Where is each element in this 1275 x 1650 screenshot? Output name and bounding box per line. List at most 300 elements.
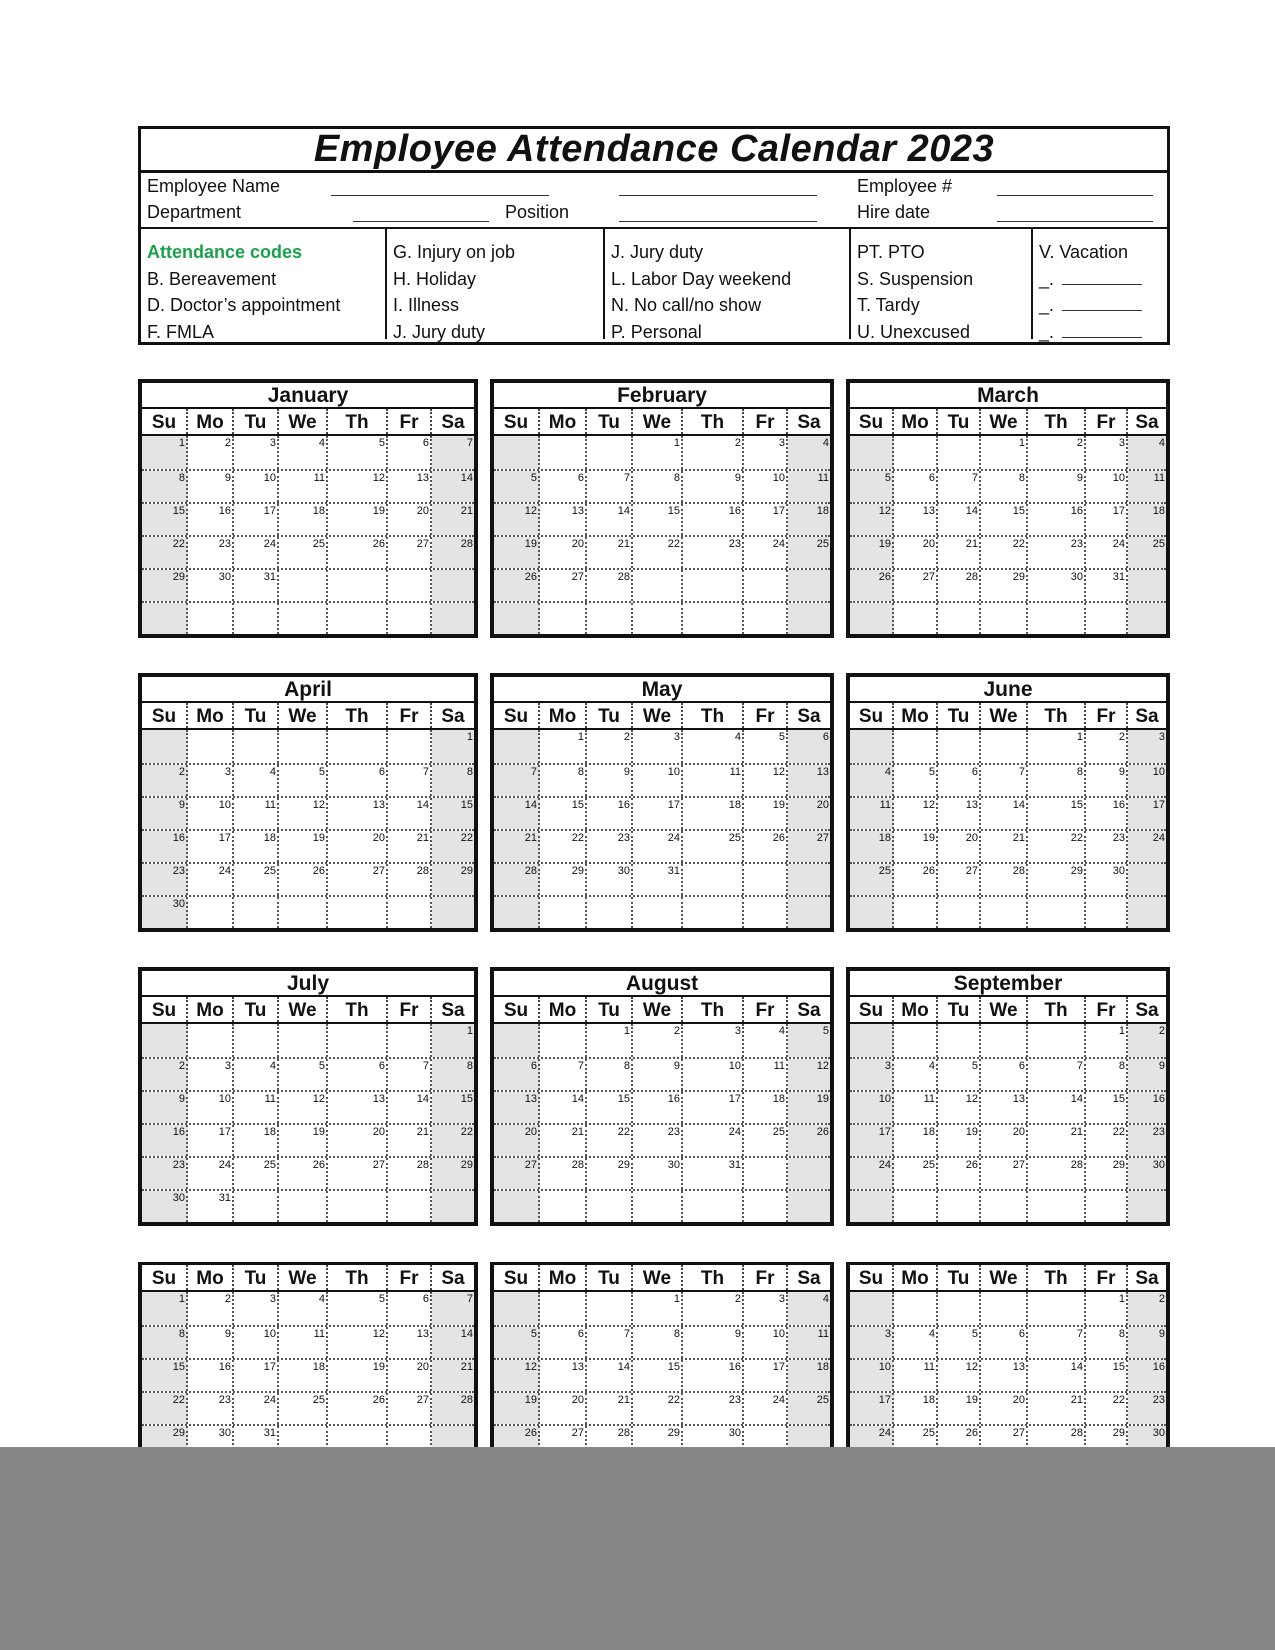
day-cell[interactable]: 26 [938,1158,981,1189]
day-cell[interactable]: 15 [1028,798,1086,829]
custom-code-blank[interactable] [1062,271,1142,285]
day-cell[interactable]: 30 [142,897,188,928]
day-cell[interactable] [744,897,788,928]
day-cell[interactable]: 22 [142,537,188,568]
day-cell[interactable]: 21 [587,537,633,568]
day-cell[interactable]: 6 [981,1059,1028,1090]
day-cell[interactable]: 18 [788,1360,830,1391]
day-cell[interactable]: 16 [142,1125,188,1156]
day-cell[interactable]: 3 [683,1024,744,1057]
day-cell[interactable]: 18 [744,1092,788,1123]
day-cell[interactable]: 1 [981,436,1028,469]
day-cell[interactable]: 18 [279,1360,328,1391]
day-cell[interactable] [981,1024,1028,1057]
employee-name-field[interactable] [331,195,549,196]
day-cell[interactable]: 27 [788,831,830,862]
day-cell[interactable]: 26 [279,1158,328,1189]
day-cell[interactable]: 14 [540,1092,587,1123]
day-cell[interactable]: 20 [540,1393,587,1424]
day-cell[interactable]: 21 [432,504,474,535]
day-cell[interactable]: 19 [938,1393,981,1424]
day-cell[interactable]: 28 [587,570,633,601]
day-cell[interactable]: 10 [234,1327,279,1358]
day-cell[interactable]: 30 [1128,1426,1166,1457]
day-cell[interactable]: 19 [328,504,388,535]
day-cell[interactable]: 18 [234,831,279,862]
day-cell[interactable]: 16 [1128,1360,1166,1391]
day-cell[interactable]: 22 [1086,1125,1128,1156]
day-cell[interactable] [540,1292,587,1325]
day-cell[interactable] [540,897,587,928]
day-cell[interactable]: 17 [744,504,788,535]
day-cell[interactable]: 6 [540,471,587,502]
day-cell[interactable] [894,1292,938,1325]
day-cell[interactable] [1128,603,1166,634]
day-cell[interactable] [894,897,938,928]
day-cell[interactable] [850,730,894,763]
day-cell[interactable]: 14 [587,1360,633,1391]
day-cell[interactable]: 28 [388,864,432,895]
day-cell[interactable] [744,570,788,601]
day-cell[interactable] [234,1191,279,1222]
day-cell[interactable]: 29 [1086,1426,1128,1457]
day-cell[interactable] [981,603,1028,634]
day-cell[interactable]: 9 [1086,765,1128,796]
day-cell[interactable]: 8 [587,1059,633,1090]
day-cell[interactable]: 28 [981,864,1028,895]
day-cell[interactable]: 26 [328,537,388,568]
day-cell[interactable]: 18 [894,1393,938,1424]
day-cell[interactable]: 3 [188,1059,234,1090]
day-cell[interactable]: 20 [494,1125,540,1156]
day-cell[interactable]: 23 [587,831,633,862]
day-cell[interactable]: 15 [633,504,683,535]
day-cell[interactable]: 15 [432,798,474,829]
day-cell[interactable]: 31 [1086,570,1128,601]
day-cell[interactable]: 29 [540,864,587,895]
day-cell[interactable]: 12 [938,1360,981,1391]
day-cell[interactable]: 10 [1086,471,1128,502]
day-cell[interactable]: 1 [432,730,474,763]
day-cell[interactable]: 5 [788,1024,830,1057]
day-cell[interactable]: 24 [1128,831,1166,862]
day-cell[interactable] [234,730,279,763]
day-cell[interactable]: 13 [540,1360,587,1391]
day-cell[interactable]: 26 [894,864,938,895]
day-cell[interactable]: 3 [188,765,234,796]
day-cell[interactable] [1086,1191,1128,1222]
day-cell[interactable]: 13 [894,504,938,535]
day-cell[interactable]: 17 [633,798,683,829]
day-cell[interactable]: 18 [234,1125,279,1156]
day-cell[interactable]: 14 [494,798,540,829]
day-cell[interactable]: 17 [188,1125,234,1156]
day-cell[interactable] [142,603,188,634]
day-cell[interactable]: 10 [188,1092,234,1123]
day-cell[interactable]: 12 [328,471,388,502]
day-cell[interactable]: 9 [142,1092,188,1123]
day-cell[interactable]: 10 [234,471,279,502]
day-cell[interactable]: 17 [1086,504,1128,535]
day-cell[interactable] [494,603,540,634]
day-cell[interactable]: 12 [328,1327,388,1358]
day-cell[interactable]: 12 [850,504,894,535]
day-cell[interactable]: 22 [981,537,1028,568]
day-cell[interactable]: 1 [432,1024,474,1057]
day-cell[interactable]: 13 [328,798,388,829]
day-cell[interactable]: 15 [142,504,188,535]
day-cell[interactable]: 1 [633,436,683,469]
day-cell[interactable] [388,897,432,928]
day-cell[interactable]: 28 [540,1158,587,1189]
day-cell[interactable]: 26 [328,1393,388,1424]
day-cell[interactable]: 28 [494,864,540,895]
day-cell[interactable]: 30 [188,570,234,601]
day-cell[interactable]: 16 [1028,504,1086,535]
day-cell[interactable]: 11 [279,1327,328,1358]
day-cell[interactable]: 9 [1128,1059,1166,1090]
day-cell[interactable]: 6 [938,765,981,796]
day-cell[interactable] [432,897,474,928]
day-cell[interactable]: 15 [432,1092,474,1123]
day-cell[interactable]: 4 [234,1059,279,1090]
day-cell[interactable] [981,1292,1028,1325]
day-cell[interactable]: 2 [587,730,633,763]
day-cell[interactable]: 28 [388,1158,432,1189]
day-cell[interactable] [1028,1191,1086,1222]
day-cell[interactable]: 9 [1028,471,1086,502]
day-cell[interactable]: 5 [938,1059,981,1090]
day-cell[interactable] [894,730,938,763]
day-cell[interactable] [850,1191,894,1222]
day-cell[interactable]: 23 [188,537,234,568]
day-cell[interactable] [279,897,328,928]
day-cell[interactable]: 23 [683,537,744,568]
day-cell[interactable]: 16 [1128,1092,1166,1123]
day-cell[interactable] [188,1024,234,1057]
day-cell[interactable] [142,730,188,763]
day-cell[interactable] [633,570,683,601]
day-cell[interactable]: 5 [279,765,328,796]
day-cell[interactable] [328,897,388,928]
day-cell[interactable]: 13 [788,765,830,796]
day-cell[interactable]: 21 [388,1125,432,1156]
day-cell[interactable]: 8 [633,1327,683,1358]
day-cell[interactable]: 19 [494,537,540,568]
day-cell[interactable]: 30 [587,864,633,895]
day-cell[interactable]: 2 [188,1292,234,1325]
day-cell[interactable]: 16 [587,798,633,829]
day-cell[interactable]: 29 [1086,1158,1128,1189]
day-cell[interactable]: 21 [540,1125,587,1156]
day-cell[interactable] [744,1191,788,1222]
day-cell[interactable]: 8 [981,471,1028,502]
day-cell[interactable] [683,570,744,601]
day-cell[interactable]: 22 [1028,831,1086,862]
day-cell[interactable]: 30 [633,1158,683,1189]
day-cell[interactable]: 22 [633,537,683,568]
day-cell[interactable]: 24 [188,864,234,895]
day-cell[interactable]: 9 [683,1327,744,1358]
day-cell[interactable]: 28 [432,537,474,568]
day-cell[interactable]: 21 [587,1393,633,1424]
day-cell[interactable]: 7 [432,436,474,469]
day-cell[interactable]: 29 [1028,864,1086,895]
day-cell[interactable] [633,1191,683,1222]
day-cell[interactable] [1028,603,1086,634]
day-cell[interactable] [388,603,432,634]
day-cell[interactable] [1086,603,1128,634]
employee-number-field[interactable] [997,195,1153,196]
day-cell[interactable]: 23 [1028,537,1086,568]
day-cell[interactable]: 26 [279,864,328,895]
day-cell[interactable] [279,603,328,634]
day-cell[interactable]: 11 [1128,471,1166,502]
day-cell[interactable] [328,1024,388,1057]
day-cell[interactable] [788,1158,830,1189]
day-cell[interactable] [938,1024,981,1057]
day-cell[interactable] [938,1292,981,1325]
day-cell[interactable] [328,603,388,634]
day-cell[interactable]: 22 [432,1125,474,1156]
day-cell[interactable]: 20 [788,798,830,829]
day-cell[interactable]: 9 [683,471,744,502]
day-cell[interactable]: 23 [1128,1393,1166,1424]
day-cell[interactable]: 24 [683,1125,744,1156]
day-cell[interactable]: 11 [894,1092,938,1123]
day-cell[interactable]: 22 [1086,1393,1128,1424]
day-cell[interactable]: 28 [1028,1158,1086,1189]
day-cell[interactable]: 30 [188,1426,234,1457]
day-cell[interactable]: 20 [540,537,587,568]
day-cell[interactable] [1128,570,1166,601]
day-cell[interactable]: 14 [388,798,432,829]
day-cell[interactable]: 24 [633,831,683,862]
day-cell[interactable]: 21 [1028,1125,1086,1156]
day-cell[interactable]: 11 [744,1059,788,1090]
day-cell[interactable]: 25 [894,1158,938,1189]
day-cell[interactable]: 20 [388,1360,432,1391]
day-cell[interactable]: 3 [1128,730,1166,763]
day-cell[interactable]: 13 [981,1360,1028,1391]
day-cell[interactable]: 29 [142,570,188,601]
day-cell[interactable] [850,897,894,928]
day-cell[interactable]: 16 [188,504,234,535]
day-cell[interactable]: 14 [432,471,474,502]
day-cell[interactable]: 1 [142,436,188,469]
day-cell[interactable]: 27 [328,864,388,895]
day-cell[interactable]: 18 [850,831,894,862]
day-cell[interactable]: 27 [981,1158,1028,1189]
day-cell[interactable]: 27 [540,570,587,601]
day-cell[interactable]: 24 [850,1426,894,1457]
day-cell[interactable]: 25 [234,864,279,895]
day-cell[interactable]: 11 [683,765,744,796]
day-cell[interactable]: 23 [1086,831,1128,862]
day-cell[interactable]: 29 [981,570,1028,601]
day-cell[interactable]: 22 [142,1393,188,1424]
day-cell[interactable]: 13 [981,1092,1028,1123]
day-cell[interactable]: 26 [494,570,540,601]
day-cell[interactable] [744,1158,788,1189]
day-cell[interactable]: 17 [683,1092,744,1123]
day-cell[interactable]: 4 [744,1024,788,1057]
day-cell[interactable]: 7 [981,765,1028,796]
day-cell[interactable] [494,730,540,763]
day-cell[interactable]: 9 [1128,1327,1166,1358]
day-cell[interactable]: 29 [587,1158,633,1189]
day-cell[interactable]: 17 [850,1393,894,1424]
day-cell[interactable] [788,897,830,928]
day-cell[interactable]: 24 [850,1158,894,1189]
day-cell[interactable] [981,1191,1028,1222]
day-cell[interactable]: 27 [328,1158,388,1189]
day-cell[interactable]: 17 [234,504,279,535]
day-cell[interactable]: 10 [850,1092,894,1123]
day-cell[interactable] [279,1024,328,1057]
day-cell[interactable]: 24 [744,537,788,568]
day-cell[interactable] [587,1191,633,1222]
day-cell[interactable] [683,864,744,895]
day-cell[interactable]: 27 [938,864,981,895]
day-cell[interactable]: 14 [981,798,1028,829]
day-cell[interactable]: 5 [850,471,894,502]
day-cell[interactable]: 29 [432,1158,474,1189]
day-cell[interactable]: 5 [744,730,788,763]
custom-code-3[interactable] [1039,321,1167,348]
day-cell[interactable]: 25 [279,537,328,568]
day-cell[interactable]: 31 [188,1191,234,1222]
day-cell[interactable]: 28 [1028,1426,1086,1457]
day-cell[interactable]: 26 [938,1426,981,1457]
day-cell[interactable]: 27 [494,1158,540,1189]
day-cell[interactable]: 12 [494,504,540,535]
day-cell[interactable]: 22 [633,1393,683,1424]
day-cell[interactable]: 9 [142,798,188,829]
day-cell[interactable]: 8 [142,1327,188,1358]
day-cell[interactable]: 31 [683,1158,744,1189]
day-cell[interactable] [432,603,474,634]
day-cell[interactable]: 11 [850,798,894,829]
day-cell[interactable] [850,436,894,469]
day-cell[interactable] [1086,897,1128,928]
day-cell[interactable]: 25 [683,831,744,862]
day-cell[interactable]: 2 [1086,730,1128,763]
day-cell[interactable] [938,897,981,928]
day-cell[interactable]: 10 [1128,765,1166,796]
day-cell[interactable]: 12 [744,765,788,796]
day-cell[interactable]: 12 [279,1092,328,1123]
day-cell[interactable] [683,897,744,928]
day-cell[interactable]: 6 [494,1059,540,1090]
day-cell[interactable]: 30 [1128,1158,1166,1189]
day-cell[interactable]: 6 [328,765,388,796]
day-cell[interactable] [744,603,788,634]
day-cell[interactable]: 30 [1086,864,1128,895]
day-cell[interactable] [388,1024,432,1057]
day-cell[interactable]: 13 [540,504,587,535]
day-cell[interactable]: 12 [788,1059,830,1090]
day-cell[interactable]: 6 [540,1327,587,1358]
day-cell[interactable] [788,570,830,601]
day-cell[interactable]: 15 [1086,1092,1128,1123]
day-cell[interactable]: 13 [494,1092,540,1123]
day-cell[interactable]: 3 [234,1292,279,1325]
day-cell[interactable]: 22 [587,1125,633,1156]
day-cell[interactable]: 20 [938,831,981,862]
day-cell[interactable]: 27 [388,537,432,568]
day-cell[interactable]: 1 [1086,1024,1128,1057]
day-cell[interactable] [981,730,1028,763]
day-cell[interactable] [894,603,938,634]
day-cell[interactable]: 26 [744,831,788,862]
custom-code-1[interactable] [1039,268,1167,295]
day-cell[interactable]: 29 [432,864,474,895]
day-cell[interactable]: 7 [388,1059,432,1090]
day-cell[interactable]: 26 [850,570,894,601]
day-cell[interactable]: 7 [1028,1059,1086,1090]
day-cell[interactable]: 7 [938,471,981,502]
day-cell[interactable]: 1 [1028,730,1086,763]
day-cell[interactable]: 1 [1086,1292,1128,1325]
employee-name-field-2[interactable] [619,195,817,196]
day-cell[interactable]: 1 [633,1292,683,1325]
day-cell[interactable] [328,1191,388,1222]
day-cell[interactable]: 24 [744,1393,788,1424]
day-cell[interactable]: 30 [683,1426,744,1457]
day-cell[interactable]: 21 [388,831,432,862]
day-cell[interactable]: 21 [432,1360,474,1391]
day-cell[interactable]: 21 [938,537,981,568]
day-cell[interactable]: 14 [1028,1360,1086,1391]
day-cell[interactable]: 19 [744,798,788,829]
day-cell[interactable]: 7 [494,765,540,796]
day-cell[interactable]: 23 [142,1158,188,1189]
day-cell[interactable]: 2 [633,1024,683,1057]
day-cell[interactable]: 21 [981,831,1028,862]
department-field[interactable] [353,221,489,222]
day-cell[interactable]: 12 [894,798,938,829]
day-cell[interactable] [587,1292,633,1325]
day-cell[interactable] [328,730,388,763]
day-cell[interactable]: 16 [633,1092,683,1123]
day-cell[interactable]: 7 [432,1292,474,1325]
day-cell[interactable] [981,897,1028,928]
day-cell[interactable]: 19 [279,831,328,862]
day-cell[interactable]: 21 [494,831,540,862]
day-cell[interactable] [587,897,633,928]
day-cell[interactable]: 20 [981,1125,1028,1156]
day-cell[interactable]: 11 [788,471,830,502]
day-cell[interactable]: 12 [938,1092,981,1123]
day-cell[interactable] [494,1024,540,1057]
day-cell[interactable] [540,1024,587,1057]
day-cell[interactable]: 20 [981,1393,1028,1424]
day-cell[interactable] [494,1292,540,1325]
day-cell[interactable]: 4 [683,730,744,763]
day-cell[interactable]: 14 [938,504,981,535]
day-cell[interactable]: 2 [1128,1292,1166,1325]
day-cell[interactable]: 8 [432,1059,474,1090]
day-cell[interactable]: 17 [1128,798,1166,829]
day-cell[interactable]: 8 [633,471,683,502]
day-cell[interactable] [388,1191,432,1222]
day-cell[interactable]: 25 [279,1393,328,1424]
day-cell[interactable]: 24 [234,537,279,568]
day-cell[interactable]: 19 [894,831,938,862]
day-cell[interactable]: 10 [188,798,234,829]
day-cell[interactable]: 3 [744,1292,788,1325]
